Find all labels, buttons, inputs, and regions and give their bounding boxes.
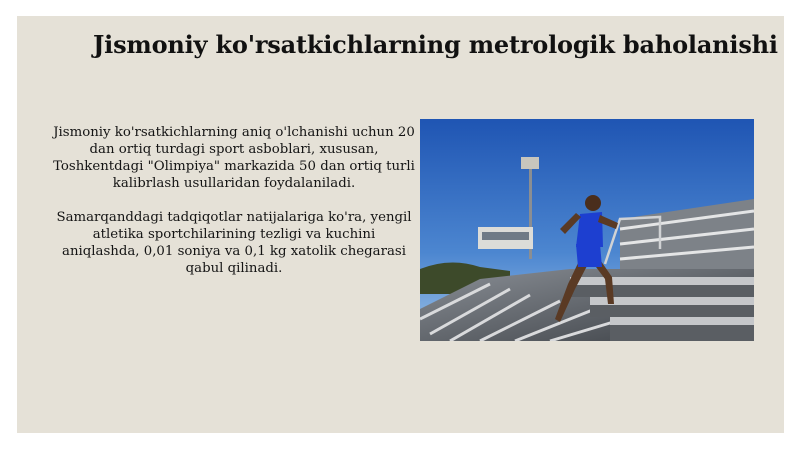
paragraph-1: Jismoniy ko'rsatkichlarning aniq o'lchanishi uchun 20 dan ortiq turdagi sport asboblari, xususan, Toshkentdagi "Olimpiya" markazida 50 dan ortiq turli kalibrlash usullaridan foydalaniladi. [53, 125, 415, 191]
slide [17, 16, 784, 433]
slide-title: Jismoniy ko'rsatkichlarning metrologik baholanishi [93, 30, 778, 59]
paragraph-2: Samarqanddagi tadqiqotlar natijalariga ko'ra, yengil atletika sportchilarining tezligi va kuchini aniqlashda, 0,01 soniya va 0,1 kg xatolik chegarasi qabul qilinadi. [56, 210, 412, 276]
photo-illustration [420, 119, 754, 341]
athlete-running-stadium-stairs-photo [420, 119, 754, 341]
slide-body [53, 124, 415, 294]
